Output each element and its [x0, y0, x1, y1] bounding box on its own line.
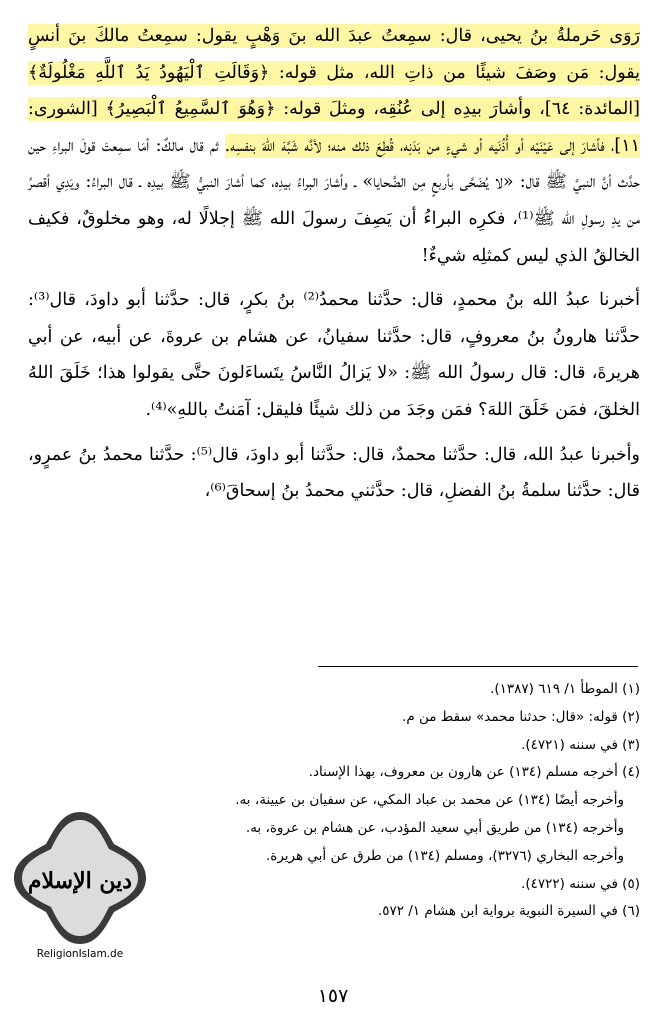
footnote-4-continuation-3: وأخرجه البخاري (٣٢٧٦)، ومسلم (١٣٤) من طرق عن أبي هريرة. — [265, 847, 624, 864]
footnote-5: (٥) في سننه (٤٧٢٢). — [521, 875, 640, 892]
paragraph-1-continuation: ثم قال مالكٌ: أمَا سمِعتَ قولَ البراءِ حين حدَّث أنَّ النبيَّ ﷺ قال: «لا يُضَحَّى بأربعٍ مِن الضَّحايا» ـ وأشارَ البراءُ بيدِه، كما أشارَ النبيُّ ﷺ بيدِه ـ قال البراءُ: ويَدِي أقصرُ من يدِ رسولِ الله ﷺ⁽¹⁾، فكرِه البراءُ أن يَصِفَ رسولَ الله ﷺ إجلالًا له، وهو مخلوقٌ، فكيف الخالقُ الذي ليس كمثلِه شيءٌ! — [28, 135, 640, 266]
paragraph-2: أخبرنا عبدُ الله بنُ محمدٍ، قال: حدَّثنا محمدُ⁽²⁾ بنُ بكرٍ، قال: حدَّثنا أبو داودَ، قال⁽³⁾: حدَّثنا هارونُ بنُ معروفٍ، قال: حدَّثنا سفيانُ، عن هشام بن عروةَ، عن أبيه، عن أبي هريرةَ، قال: قال رسولُ الله ﷺ: «لا يَزالُ النَّاسُ يتَساءَلونَ حتَّى يقولوا هذا؛ خَلَقَ اللهُ الخلقَ، فمَن خَلَقَ اللهَ؟ فمَن وجَدَ من ذلك شيئًا فليقل: آمَنتُ باللهِ»⁽⁴⁾. — [28, 290, 640, 420]
logo-script: دين الإسلام — [27, 868, 133, 894]
footnote-divider — [318, 666, 638, 667]
paragraph-3: وأخبرنا عبدُ الله، قال: حدَّثنا محمدٌ، قال: حدَّثنا أبو داودَ، قال⁽⁵⁾: حدَّثنا محمدُ بنُ عمرٍو، قال: حدَّثنا سلمةُ بنُ الفضلِ، قال: حدَّثني محمدُ بنُ إسحاقَ⁽⁶⁾، — [28, 444, 640, 502]
paragraph-1 — [28, 18, 640, 274]
page-number: ١٥٧ — [317, 985, 349, 1007]
footnote-6: (٦) في السيرة النبوية برواية ابن هشام ١/ ٥٧٢. — [377, 903, 640, 920]
footnote-3: (٣) في سننه (٤٧٢١). — [521, 736, 640, 753]
logo-emblem-icon — [10, 808, 150, 948]
highlighted-passage: رَوَى حَرملةُ بنُ يحيى، قال: سمِعتُ عبدَ الله بنَ وَهْبٍ يقول: سمِعتُ مالكَ بنَ أنسٍ يقول: مَن وصَفَ شيئًا من ذاتِ الله، مثل قوله: ﴿وَقَالَتِ ٱلْيَهُودُ يَدُ ٱللَّهِ مَغْلُولَةٌ﴾ [المائدة: ٦٤]، وأشارَ بيدِه إلى عُنُقِه، ومثلَ قوله: ﴿وَهُوَ ٱلسَّمِيعُ ٱلْبَصِيرُ﴾ [الشورى: ١١]، فأشارَ إلى عَيْنَيْه أو أُذُنَيه أو شيءٍ من بَدَنِه، قُطِعَ ذلك منه؛ لأنَّه شَبَّهَ اللهَ بنفسِه. — [28, 26, 640, 156]
footnote-4: (٤) أخرجه مسلم (١٣٤) عن هارون بن معروف، بهذا الإسناد. — [308, 764, 640, 781]
logo-url-text: ReligionIslam.de — [36, 948, 124, 960]
footnote-2: (٢) قوله: «قال: حدثنا محمد» سقط من م. — [402, 708, 640, 725]
main-text — [28, 18, 640, 510]
footnote-4-continuation-1: وأخرجه أيضًا (١٣٤) عن محمد بن عباد المكي، عن سفيان بن عيينة، به. — [235, 792, 624, 809]
footnote-1: (١) الموطأ ١/ ٦١٩ (١٣٨٧). — [490, 681, 640, 697]
religionislam-logo — [10, 808, 150, 970]
footnote-4-continuation-2: وأخرجه (١٣٤) من طريق أبي سعيد المؤدب، عن هشام بن عروة، به. — [245, 819, 624, 836]
